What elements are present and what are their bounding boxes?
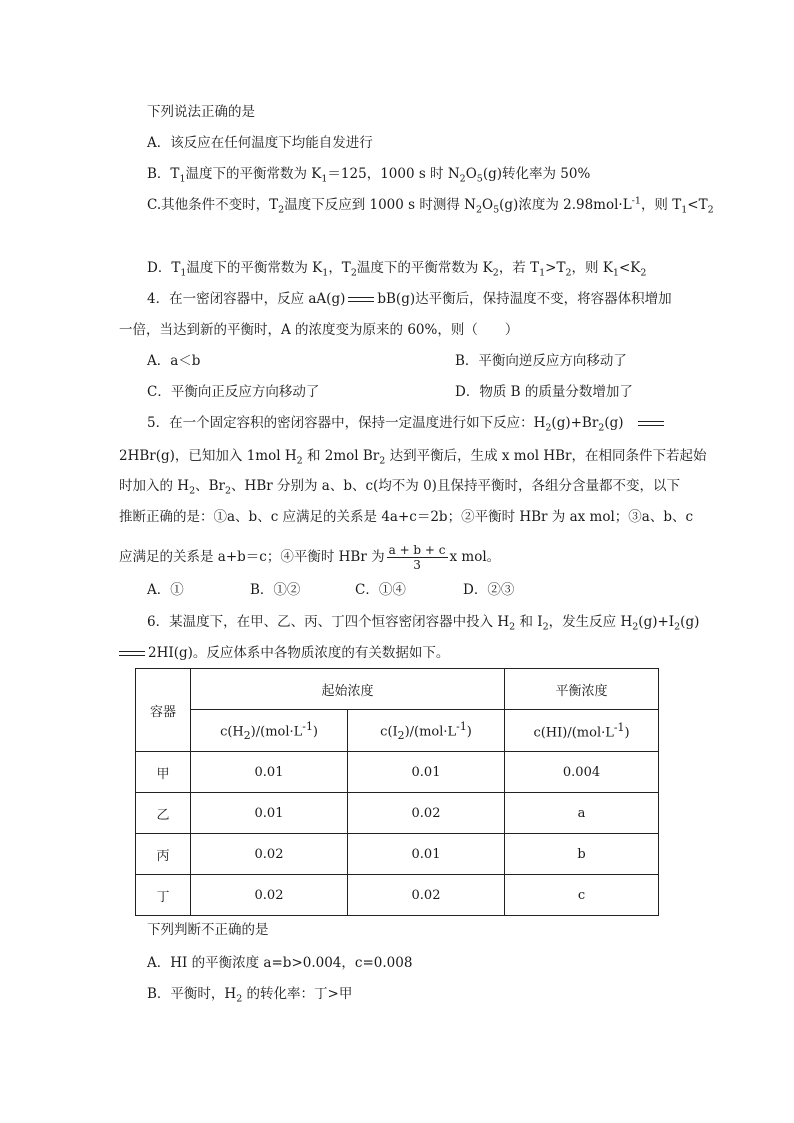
row-name: 乙 <box>136 793 191 834</box>
row-i2: 0.02 <box>348 875 505 916</box>
q5-line3: 时加入的 $H_2$、$Br_2$、HBr 分别为 a、b、c(均不为 0)且保持平衡时，各组分含量都不变，以下 <box>119 478 680 497</box>
q4-option-c: C．平衡向正反应方向移动了 <box>147 384 320 400</box>
q4-option-a: A．a＜b <box>147 353 201 369</box>
q6-option-b: B．平衡时，$H_2$ 的转化率：丁>甲 <box>147 986 353 1005</box>
header-container: 容器 <box>136 669 191 752</box>
q3-option-c: C.其他条件不变时，$T_2$温度下反应到 1000 s 时测得 $N_2O_5(g)$浓度为 $2.98mol\cdot L^{-1}$，则 $T_1<T_2$ <box>147 195 714 216</box>
q6-line2: 2HI(g)。反应体系中各物质浓度的有关数据如下。 <box>119 644 449 662</box>
q5-line1: 5．在一个固定容积的密闭容器中，保持一定温度进行如下反应：$H_2(g)+Br_2(g)$ <box>147 414 667 432</box>
row-name: 丁 <box>136 875 191 916</box>
q3-option-a: A．该反应在任何温度下均能自发进行 <box>147 135 373 151</box>
row-h2: 0.01 <box>191 793 348 834</box>
q4-line1: 4．在一密闭容器中，反应 aA(g) bB(g)达平衡后，保持温度不变，将容器体积增加 <box>147 291 672 307</box>
header-c-h2: $c(H_2)/(mol\cdot L^{-1})$ <box>191 710 348 752</box>
fraction: $\frac{a + b + c}{3}$ <box>388 543 446 572</box>
header-initial: 起始浓度 <box>191 669 505 710</box>
q5-option-a: A．① <box>147 582 184 598</box>
table-row <box>136 875 659 916</box>
q5-line5: 应满足的关系是 a+b＝c；④平衡时 HBr 为 $\frac{a + b + c}{3}$ x mol。 <box>119 543 501 572</box>
row-i2: 0.01 <box>348 834 505 875</box>
table-row <box>136 834 659 875</box>
q6-line1: 6．某温度下，在甲、乙、丙、丁四个恒容密闭容器中投入 $H_2$ 和 $I_2$，发生反应 $H_2(g)+I_2(g)$ <box>147 614 700 633</box>
q4-line2: 一倍，当达到新的平衡时，A 的浓度变为原来的 60%，则（ ） <box>119 322 519 338</box>
row-i2: 0.01 <box>348 752 505 793</box>
q3-intro: 下列说法正确的是 <box>147 104 255 120</box>
table-row <box>136 752 659 793</box>
q4-option-d: D．物质 B 的质量分数增加了 <box>455 384 633 400</box>
row-hi: a <box>505 793 659 834</box>
row-hi: b <box>505 834 659 875</box>
q3-option-b: B．$T_1$温度下的平衡常数为 $K_1=125$，1000 s 时 $N_2O_5(g)$转化率为 50% <box>147 166 591 185</box>
row-hi: c <box>505 875 659 916</box>
row-name: 丙 <box>136 834 191 875</box>
row-i2: 0.02 <box>348 793 505 834</box>
q5-option-b: B．①② <box>250 582 301 598</box>
header-c-hi: $c(HI)/(mol\cdot L^{-1})$ <box>505 710 659 752</box>
row-h2: 0.02 <box>191 834 348 875</box>
equilibrium-arrow-icon <box>638 419 664 429</box>
q5-option-d: D．②③ <box>463 582 515 598</box>
q5-line2: 2HBr(g)，已知加入 1mol $H_2$ 和 2mol $Br_2$ 达到平衡后，生成 x mol HBr，在相同条件下若起始 <box>119 448 707 467</box>
row-hi: 0.004 <box>505 752 659 793</box>
q5-option-c: C．①④ <box>355 582 406 598</box>
equilibrium-arrow-icon <box>348 295 374 305</box>
q6-after-table: 下列判断不正确的是 <box>147 922 269 938</box>
row-h2: 0.01 <box>191 752 348 793</box>
header-equilibrium: 平衡浓度 <box>505 669 659 710</box>
equilibrium-arrow-icon <box>119 649 145 659</box>
header-c-i2: $c(I_2)/(mol\cdot L^{-1})$ <box>348 710 505 752</box>
table-row <box>136 793 659 834</box>
row-name: 甲 <box>136 752 191 793</box>
concentration-table <box>135 668 659 916</box>
row-h2: 0.02 <box>191 875 348 916</box>
q3-option-d: D．$T_1$温度下的平衡常数为 $K_1$，$T_2$温度下的平衡常数为 $K_2$，若 $T_1>T_2$，则 $K_1<K_2$ <box>147 260 647 279</box>
q4-option-b: B．平衡向逆反应方向移动了 <box>455 353 627 369</box>
q6-option-a: A．HI 的平衡浓度 a=b>0.004，c=0.008 <box>147 955 413 971</box>
q5-line4: 推断正确的是：①a、b、c 应满足的关系是 4a+c＝2b；②平衡时 HBr 为 ax mol；③a、b、c <box>119 509 694 525</box>
